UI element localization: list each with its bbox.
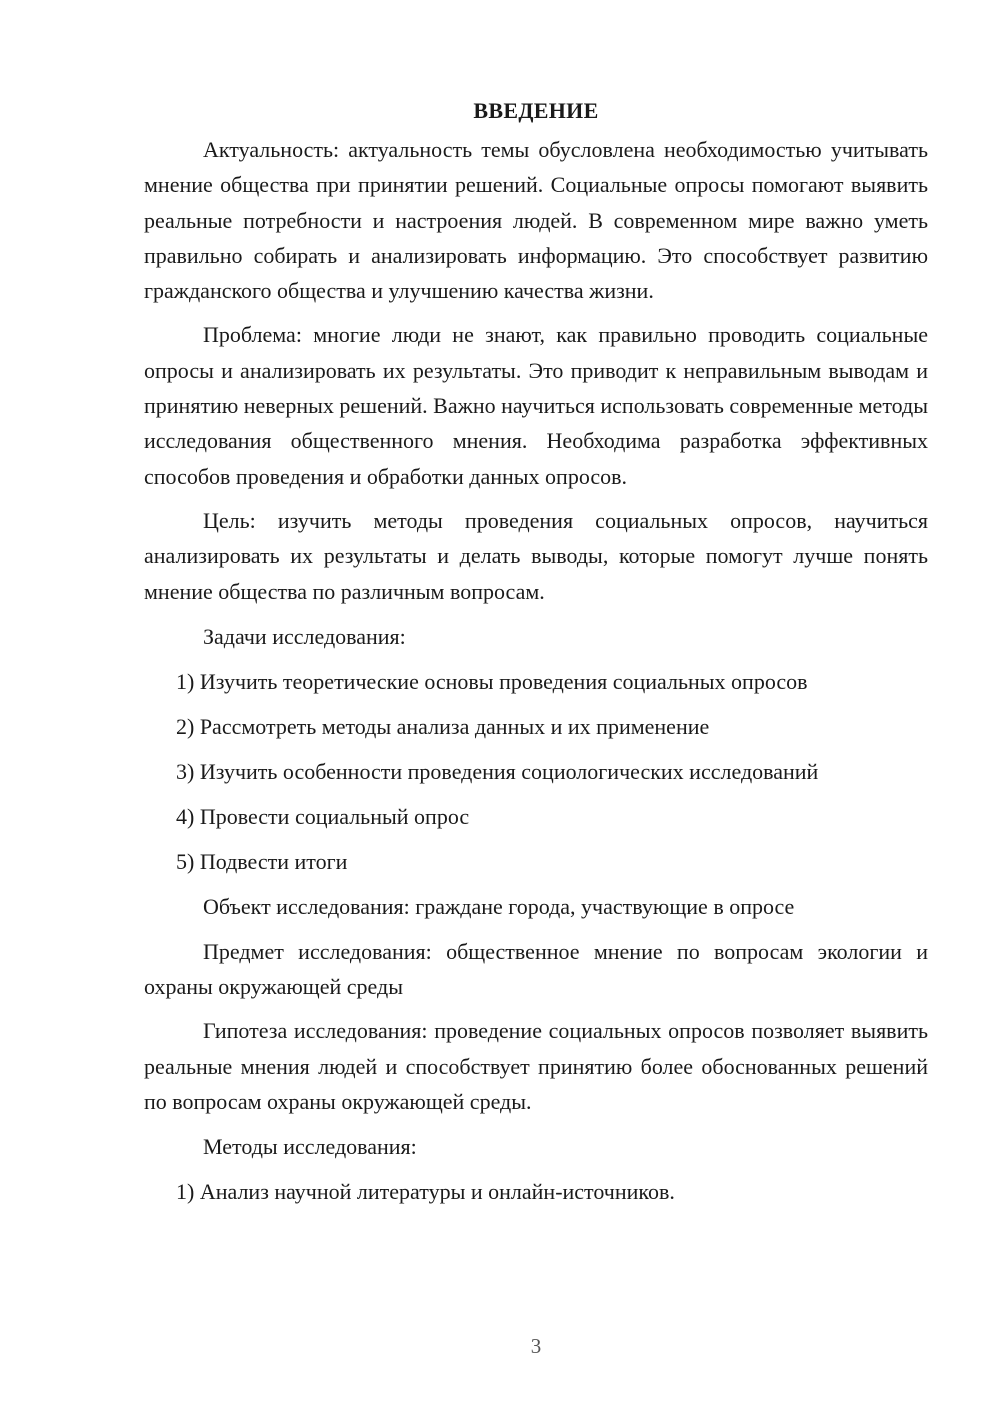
task-item: 4) Провести социальный опрос <box>176 803 470 829</box>
hypothesis-paragraph: Гипотеза исследования: проведение социальных опросов позволяет выявить реальные мнения людей и способствует принятию более обоснованных решений по вопросам охраны окружающей среды. <box>144 1018 928 1115</box>
subject-paragraph: Предмет исследования: общественное мнение по вопросам экологии и охраны окружающей среды <box>144 938 928 1000</box>
section-heading: ВВЕДЕНИЕ <box>473 98 599 123</box>
task-item: 2) Рассмотреть методы анализа данных и их применение <box>176 713 710 739</box>
goal-paragraph: Цель: изучить методы проведения социальных опросов, научиться анализировать их результаты и делать выводы, которые помогут лучше понять мнение общества по различным вопросам. <box>144 507 928 604</box>
page-number: 3 <box>530 1334 542 1358</box>
methods-label: Методы исследования: <box>203 1134 417 1160</box>
object-paragraph: Объект исследования: граждане города, участвующие в опросе <box>203 893 795 919</box>
problem-paragraph: Проблема: многие люди не знают, как правильно проводить социальные опросы и анализировать их результаты. Это приводит к неправильным выводам и принятию неверных решений. Важно научиться использовать современные методы исследования общественного мнения. Необходима разработка эффективных способов проведения и обработки данных опросов. <box>144 322 928 489</box>
method-item: 1) Анализ научной литературы и онлайн-источников. <box>176 1179 675 1205</box>
tasks-label: Задачи исследования: <box>203 623 406 649</box>
task-item: 5) Подвести итоги <box>176 848 348 874</box>
relevance-paragraph: Актуальность: актуальность темы обусловлена необходимостью учитывать мнение общества при принятии решений. Социальные опросы помогают выявить реальные потребности и настроения людей. В современном мире важно уметь правильно собирать и анализировать информацию. Это способствует развитию гражданского общества и улучшению качества жизни. <box>144 137 928 304</box>
task-item: 3) Изучить особенности проведения социологических исследований <box>176 758 819 784</box>
task-item: 1) Изучить теоретические основы проведения социальных опросов <box>176 668 808 694</box>
tasks-list <box>144 664 928 879</box>
methods-list <box>144 1174 928 1209</box>
page-content <box>144 96 928 1219</box>
